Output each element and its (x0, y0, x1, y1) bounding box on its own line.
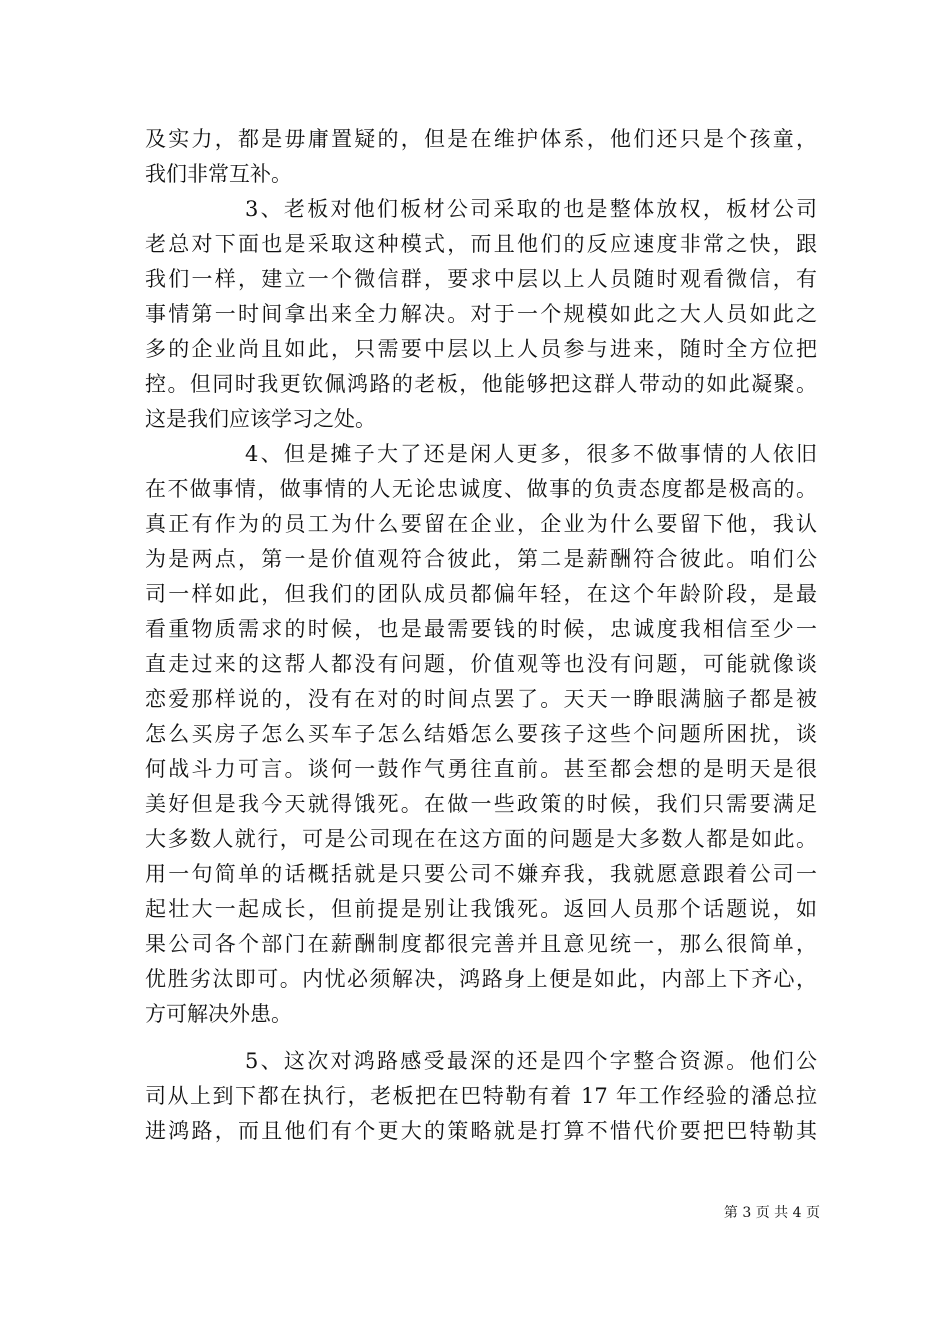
text-line: 真正有作为的员工为什么要留在企业，企业为什么要留下他，我认 (145, 512, 817, 536)
paragraph-3 (145, 437, 817, 1032)
text-line: 用一句简单的话概括就是只要公司不嫌弃我，我就愿意跟着公司一 (145, 862, 817, 886)
text-line: 果公司各个部门在薪酬制度都很完善并且意见统一，那么很简单， (145, 932, 817, 956)
text-line: 起壮大一起成长，但前提是别让我饿死。返回人员那个话题说，如 (145, 897, 817, 921)
text-line: 优胜劣汰即可。内忧必须解决，鸿路身上便是如此，内部上下齐心， (145, 967, 817, 991)
page-number-footer: 第 3 页 共 4 页 (723, 1205, 820, 1221)
document-body (145, 122, 817, 1149)
text-line: 及实力，都是毋庸置疑的，但是在维护体系，他们还只是个孩童， (145, 127, 817, 151)
paragraph-2 (145, 192, 817, 437)
text-line: 何战斗力可言。谈何一鼓作气勇往直前。甚至都会想的是明天是很 (145, 757, 817, 781)
text-line: 老总对下面也是采取这种模式，而且他们的反应速度非常之快，跟 (145, 232, 817, 256)
text-line: 在不做事情，做事情的人无论忠诚度、做事的负责态度都是极高的。 (145, 477, 817, 501)
text-line: 控。但同时我更钦佩鸿路的老板，他能够把这群人带动的如此凝聚。 (145, 372, 817, 396)
text-line: 5、这次对鸿路感受最深的还是四个字整合资源。他们公 (245, 1049, 817, 1073)
text-line: 我们非常互补。 (145, 162, 292, 186)
text-line: 3、老板对他们板材公司采取的也是整体放权，板材公司 (245, 197, 817, 221)
text-line: 进鸿路，而且他们有个更大的策略就是打算不惜代价要把巴特勒其 (145, 1119, 817, 1143)
text-line: 4、但是摊子大了还是闲人更多，很多不做事情的人依旧 (245, 442, 817, 466)
text-line: 怎么买房子怎么买车子怎么结婚怎么要孩子这些个问题所困扰，谈 (145, 722, 817, 746)
paragraph-4 (145, 1044, 817, 1149)
text-line: 大多数人就行，可是公司现在在这方面的问题是大多数人都是如此。 (145, 827, 817, 851)
text-line: 多的企业尚且如此，只需要中层以上人员参与进来，随时全方位把 (145, 337, 817, 361)
text-line: 这是我们应该学习之处。 (145, 407, 376, 431)
text-line: 为是两点，第一是价值观符合彼此，第二是薪酬符合彼此。咱们公 (145, 547, 817, 571)
paragraph-gap (145, 1032, 817, 1044)
text-line: 恋爱那样说的，没有在对的时间点罢了。天天一睁眼满脑子都是被 (145, 687, 817, 711)
text-line: 我们一样，建立一个微信群，要求中层以上人员随时观看微信，有 (145, 267, 817, 291)
text-line: 司一样如此，但我们的团队成员都偏年轻，在这个年龄阶段，是最 (145, 582, 817, 606)
text-line: 司从上到下都在执行，老板把在巴特勒有着 17 年工作经验的潘总拉 (145, 1084, 817, 1108)
text-line: 直走过来的这帮人都没有问题，价值观等也没有问题，可能就像谈 (145, 652, 817, 676)
text-line: 美好但是我今天就得饿死。在做一些政策的时候，我们只需要满足 (145, 792, 817, 816)
text-line: 看重物质需求的时候，也是最需要钱的时候，忠诚度我相信至少一 (145, 617, 817, 641)
text-line: 事情第一时间拿出来全力解决。对于一个规模如此之大人员如此之 (145, 302, 817, 326)
paragraph-1 (145, 122, 817, 192)
text-line: 方可解决外患。 (145, 1002, 292, 1026)
